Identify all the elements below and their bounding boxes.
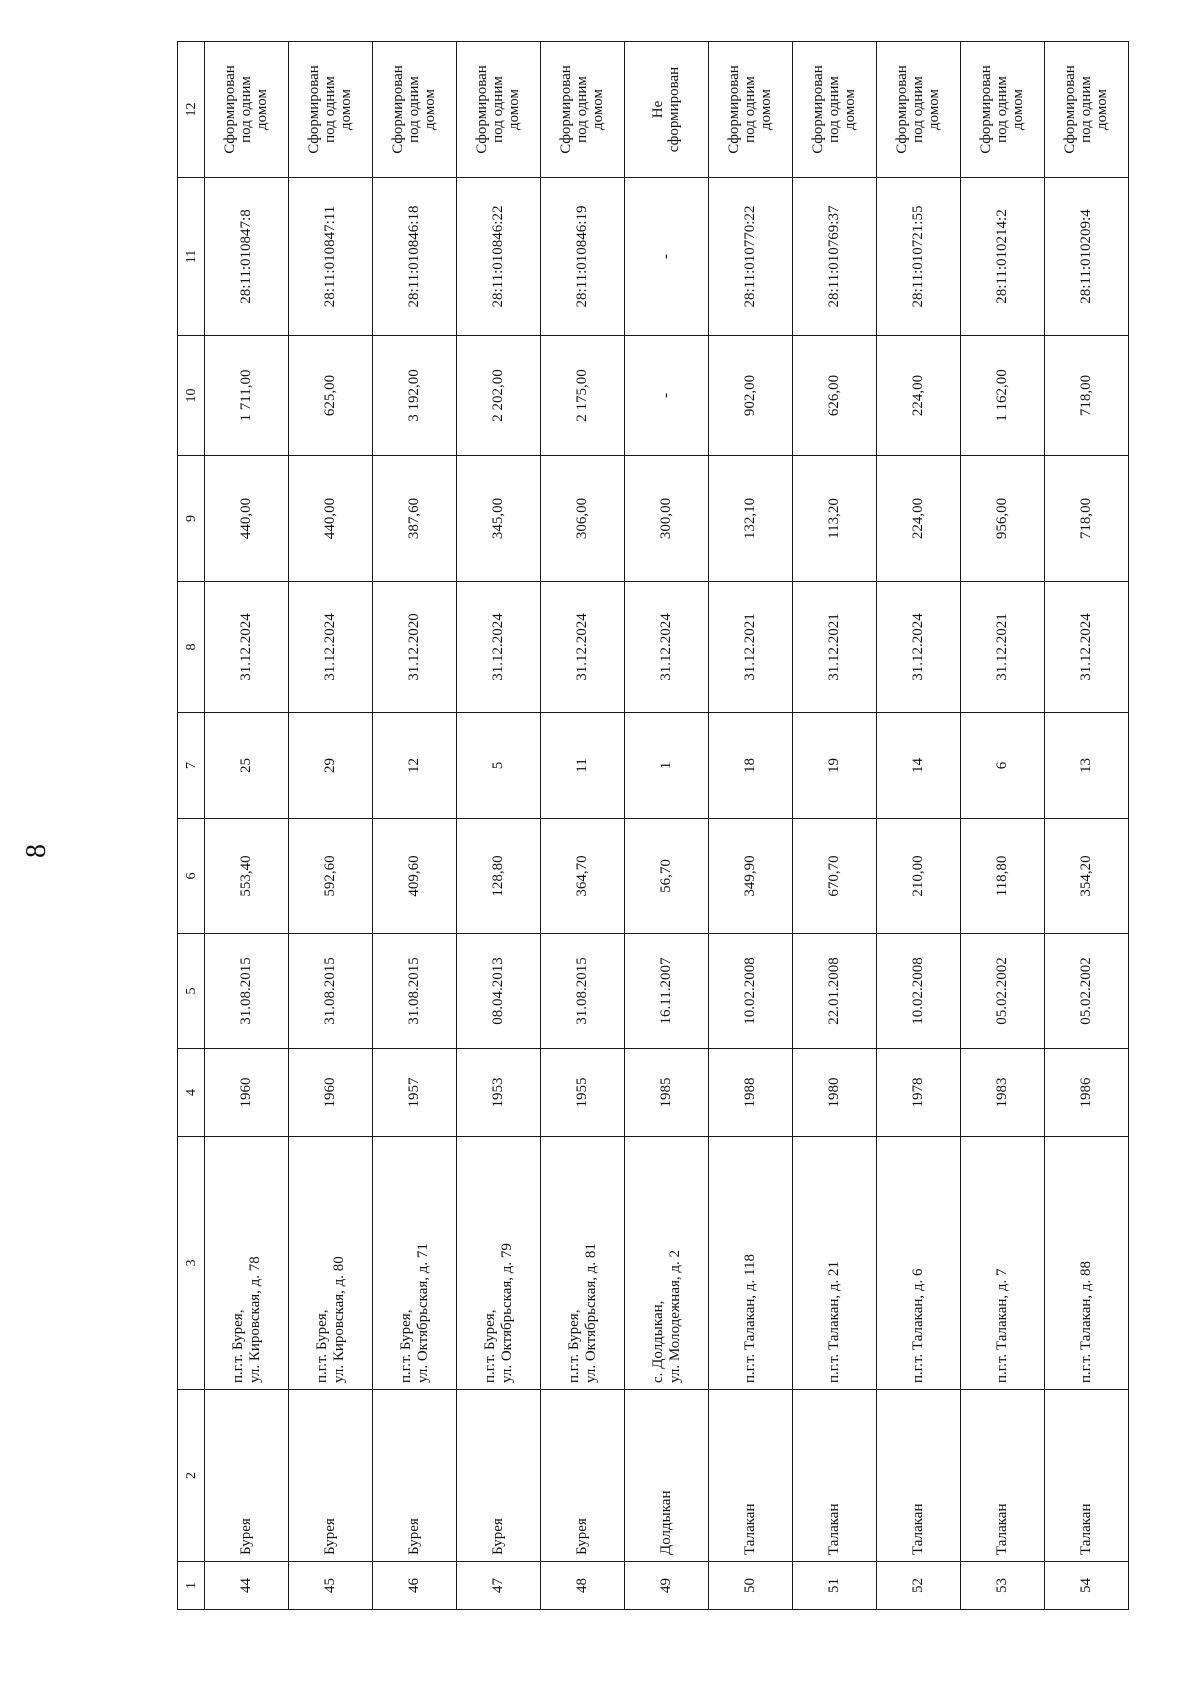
- address-line: п.г.т. Бурея,: [481, 1309, 498, 1383]
- row-number: 47: [457, 1562, 541, 1610]
- cadastral-number-cell: 28:11:010769:37: [793, 178, 877, 336]
- table-row: [541, 42, 625, 1610]
- date-cell: 05.02.2002: [1045, 934, 1129, 1049]
- status-line: Сформирован: [726, 65, 742, 154]
- column-header: 8: [178, 582, 205, 713]
- area-cell: 364,70: [541, 819, 625, 934]
- address-line: п.г.т. Талакан, д. 7: [994, 1268, 1010, 1383]
- area-col9-cell: 345,00: [457, 456, 541, 582]
- status-line: Сформирован: [474, 65, 490, 154]
- status-line: под одним: [1078, 76, 1094, 143]
- date-cell: 22.01.2008: [793, 934, 877, 1049]
- address-line: ул. Октябрьская, д. 81: [582, 1243, 599, 1383]
- address-cell: [1045, 1137, 1129, 1390]
- deadline-cell: 31.12.2024: [457, 582, 541, 713]
- status-line: под одним: [910, 76, 926, 143]
- status-cell: [205, 42, 289, 178]
- count-cell: 25: [205, 713, 289, 819]
- year-cell: 1988: [709, 1049, 793, 1137]
- area-col10-cell: 626,00: [793, 336, 877, 456]
- cadastral-number-cell: 28:11:010209:4: [1045, 178, 1129, 336]
- area-col10-cell: 902,00: [709, 336, 793, 456]
- count-cell: 14: [877, 713, 961, 819]
- deadline-cell: 31.12.2024: [289, 582, 373, 713]
- table-row: [709, 42, 793, 1610]
- cadastral-number-cell: 28:11:010770:22: [709, 178, 793, 336]
- date-cell: 10.02.2008: [709, 934, 793, 1049]
- row-number: 44: [205, 1562, 289, 1610]
- deadline-cell: 31.12.2021: [793, 582, 877, 713]
- area-cell: 553,40: [205, 819, 289, 934]
- column-header: 9: [178, 456, 205, 582]
- area-col10-cell: 2 175,00: [541, 336, 625, 456]
- settlement-cell: Бурея: [541, 1390, 625, 1562]
- year-cell: 1986: [1045, 1049, 1129, 1137]
- status-line: домом: [338, 88, 354, 131]
- status-line: под одним: [406, 76, 422, 143]
- table-row: [961, 42, 1045, 1610]
- column-header: 11: [178, 178, 205, 336]
- cadastral-number-cell: 28:11:010847:11: [289, 178, 373, 336]
- year-cell: 1980: [793, 1049, 877, 1137]
- area-cell: 409,60: [373, 819, 457, 934]
- address-cell: [961, 1137, 1045, 1390]
- row-number: 46: [373, 1562, 457, 1610]
- status-line: под одним: [238, 76, 254, 143]
- status-line: Сформирован: [306, 65, 322, 154]
- count-cell: 13: [1045, 713, 1129, 819]
- table-row: [877, 42, 961, 1610]
- status-cell: [961, 42, 1045, 178]
- page-number: 8: [21, 844, 52, 858]
- column-header: 5: [178, 934, 205, 1049]
- status-line: домом: [842, 88, 858, 131]
- count-cell: 11: [541, 713, 625, 819]
- column-header: 7: [178, 713, 205, 819]
- column-header: 12: [178, 42, 205, 178]
- cadastral-number-cell: 28:11:010846:19: [541, 178, 625, 336]
- address-line: ул. Кировская, д. 78: [246, 1256, 263, 1383]
- date-cell: 05.02.2002: [961, 934, 1045, 1049]
- cadastral-number-cell: 28:11:010214:2: [961, 178, 1045, 336]
- area-cell: 670,70: [793, 819, 877, 934]
- table-row: [205, 42, 289, 1610]
- status-cell: [373, 42, 457, 178]
- address-line: ул. Молодежная, д. 2: [666, 1249, 683, 1383]
- address-line: п.г.т. Бурея,: [229, 1309, 246, 1383]
- date-cell: 31.08.2015: [289, 934, 373, 1049]
- status-line: Сформирован: [222, 65, 238, 154]
- column-number-row: [178, 42, 205, 1610]
- table-row: [457, 42, 541, 1610]
- status-line: под одним: [574, 76, 590, 143]
- status-line: Сформирован: [558, 65, 574, 154]
- status-line: Сформирован: [1062, 65, 1078, 154]
- date-cell: 08.04.2013: [457, 934, 541, 1049]
- area-cell: 118,80: [961, 819, 1045, 934]
- row-number: 51: [793, 1562, 877, 1610]
- status-cell: [1045, 42, 1129, 178]
- table-row: [1045, 42, 1129, 1610]
- status-line: под одним: [742, 76, 758, 143]
- count-cell: 1: [625, 713, 709, 819]
- status-line: домом: [254, 88, 270, 131]
- address-cell: [289, 1137, 373, 1390]
- address-cell: [709, 1137, 793, 1390]
- deadline-cell: 31.12.2024: [205, 582, 289, 713]
- address-line: п.г.т. Талакан, д. 88: [1078, 1260, 1094, 1383]
- date-cell: 31.08.2015: [541, 934, 625, 1049]
- cadastral-number-cell: 28:11:010847:8: [205, 178, 289, 336]
- address-line: п.г.т. Бурея,: [565, 1309, 582, 1383]
- year-cell: 1957: [373, 1049, 457, 1137]
- table-row: [625, 42, 709, 1610]
- address-line: п.г.т. Талакан, д. 21: [826, 1260, 842, 1383]
- table-row: [373, 42, 457, 1610]
- year-cell: 1978: [877, 1049, 961, 1137]
- address-cell: [793, 1137, 877, 1390]
- date-cell: 31.08.2015: [205, 934, 289, 1049]
- deadline-cell: 31.12.2020: [373, 582, 457, 713]
- area-col10-cell: 2 202,00: [457, 336, 541, 456]
- cadastral-number-cell: -: [625, 178, 709, 336]
- area-col10-cell: 625,00: [289, 336, 373, 456]
- count-cell: 29: [289, 713, 373, 819]
- address-line: п.г.т. Бурея,: [313, 1309, 330, 1383]
- settlement-cell: Бурея: [289, 1390, 373, 1562]
- column-header: 1: [178, 1562, 205, 1610]
- address-cell: [541, 1137, 625, 1390]
- status-cell: [541, 42, 625, 178]
- status-line: Сформирован: [810, 65, 826, 154]
- area-cell: 56,70: [625, 819, 709, 934]
- column-header: 6: [178, 819, 205, 934]
- area-col9-cell: 718,00: [1045, 456, 1129, 582]
- year-cell: 1955: [541, 1049, 625, 1137]
- status-line: домом: [926, 88, 942, 131]
- area-col9-cell: 440,00: [289, 456, 373, 582]
- status-line: домом: [590, 88, 606, 131]
- settlement-cell: Талакан: [961, 1390, 1045, 1562]
- column-header: 2: [178, 1390, 205, 1562]
- status-cell: [289, 42, 373, 178]
- area-col9-cell: 956,00: [961, 456, 1045, 582]
- status-cell: [457, 42, 541, 178]
- year-cell: 1983: [961, 1049, 1045, 1137]
- count-cell: 6: [961, 713, 1045, 819]
- settlement-cell: Бурея: [205, 1390, 289, 1562]
- status-line: Не: [650, 100, 666, 119]
- deadline-cell: 31.12.2024: [877, 582, 961, 713]
- status-cell: [877, 42, 961, 178]
- status-line: домом: [506, 88, 522, 131]
- row-number: 52: [877, 1562, 961, 1610]
- settlement-cell: Талакан: [1045, 1390, 1129, 1562]
- address-line: п.г.т. Талакан, д. 118: [742, 1254, 758, 1383]
- area-col10-cell: -: [625, 336, 709, 456]
- status-cell: [709, 42, 793, 178]
- housing-table: [177, 41, 1129, 1610]
- address-line: ул. Октябрьская, д. 71: [414, 1243, 431, 1383]
- table-container: [177, 42, 1121, 1610]
- area-cell: 354,20: [1045, 819, 1129, 934]
- year-cell: 1953: [457, 1049, 541, 1137]
- count-cell: 5: [457, 713, 541, 819]
- address-cell: [877, 1137, 961, 1390]
- column-header: 4: [178, 1049, 205, 1137]
- column-header: 10: [178, 336, 205, 456]
- row-number: 50: [709, 1562, 793, 1610]
- address-cell: [373, 1137, 457, 1390]
- area-cell: 349,90: [709, 819, 793, 934]
- address-cell: [457, 1137, 541, 1390]
- address-line: ул. Кировская, д. 80: [330, 1256, 347, 1383]
- area-cell: 128,80: [457, 819, 541, 934]
- status-line: под одним: [322, 76, 338, 143]
- row-number: 45: [289, 1562, 373, 1610]
- area-col10-cell: 224,00: [877, 336, 961, 456]
- settlement-cell: Долдыкан: [625, 1390, 709, 1562]
- address-cell: [625, 1137, 709, 1390]
- date-cell: 10.02.2008: [877, 934, 961, 1049]
- row-number: 53: [961, 1562, 1045, 1610]
- status-line: сформирован: [666, 66, 682, 153]
- status-line: домом: [758, 88, 774, 131]
- deadline-cell: 31.12.2021: [961, 582, 1045, 713]
- status-line: под одним: [994, 76, 1010, 143]
- status-line: домом: [1094, 88, 1110, 131]
- settlement-cell: Талакан: [709, 1390, 793, 1562]
- status-cell: [625, 42, 709, 178]
- count-cell: 18: [709, 713, 793, 819]
- area-col10-cell: 1 162,00: [961, 336, 1045, 456]
- count-cell: 19: [793, 713, 877, 819]
- address-line: ул. Октябрьская, д. 79: [498, 1243, 515, 1383]
- area-col9-cell: 440,00: [205, 456, 289, 582]
- column-header: 3: [178, 1137, 205, 1390]
- table-row: [793, 42, 877, 1610]
- settlement-cell: Талакан: [877, 1390, 961, 1562]
- area-col10-cell: 3 192,00: [373, 336, 457, 456]
- year-cell: 1985: [625, 1049, 709, 1137]
- status-line: Сформирован: [978, 65, 994, 154]
- status-cell: [793, 42, 877, 178]
- settlement-cell: Бурея: [373, 1390, 457, 1562]
- date-cell: 31.08.2015: [373, 934, 457, 1049]
- area-col9-cell: 306,00: [541, 456, 625, 582]
- deadline-cell: 31.12.2024: [1045, 582, 1129, 713]
- cadastral-number-cell: 28:11:010846:18: [373, 178, 457, 336]
- cadastral-number-cell: 28:11:010721:55: [877, 178, 961, 336]
- rotated-table-frame: [177, 42, 1121, 1610]
- area-col9-cell: 300,00: [625, 456, 709, 582]
- address-cell: [205, 1137, 289, 1390]
- deadline-cell: 31.12.2021: [709, 582, 793, 713]
- area-col9-cell: 113,20: [793, 456, 877, 582]
- settlement-cell: Талакан: [793, 1390, 877, 1562]
- address-line: п.г.т. Талакан, д. 6: [910, 1268, 926, 1383]
- count-cell: 12: [373, 713, 457, 819]
- status-line: домом: [422, 88, 438, 131]
- year-cell: 1960: [289, 1049, 373, 1137]
- status-line: Сформирован: [390, 65, 406, 154]
- status-line: под одним: [490, 76, 506, 143]
- row-number: 54: [1045, 1562, 1129, 1610]
- address-line: с. Долдыкан,: [649, 1300, 666, 1383]
- row-number: 48: [541, 1562, 625, 1610]
- table-row: [289, 42, 373, 1610]
- date-cell: 16.11.2007: [625, 934, 709, 1049]
- area-col9-cell: 132,10: [709, 456, 793, 582]
- status-line: под одним: [826, 76, 842, 143]
- row-number: 49: [625, 1562, 709, 1610]
- area-cell: 592,60: [289, 819, 373, 934]
- status-line: Сформирован: [894, 65, 910, 154]
- area-col9-cell: 224,00: [877, 456, 961, 582]
- area-col10-cell: 718,00: [1045, 336, 1129, 456]
- cadastral-number-cell: 28:11:010846:22: [457, 178, 541, 336]
- deadline-cell: 31.12.2024: [541, 582, 625, 713]
- year-cell: 1960: [205, 1049, 289, 1137]
- deadline-cell: 31.12.2024: [625, 582, 709, 713]
- status-line: домом: [1010, 88, 1026, 131]
- address-line: п.г.т. Бурея,: [397, 1309, 414, 1383]
- area-col10-cell: 1 711,00: [205, 336, 289, 456]
- settlement-cell: Бурея: [457, 1390, 541, 1562]
- area-cell: 210,00: [877, 819, 961, 934]
- area-col9-cell: 387,60: [373, 456, 457, 582]
